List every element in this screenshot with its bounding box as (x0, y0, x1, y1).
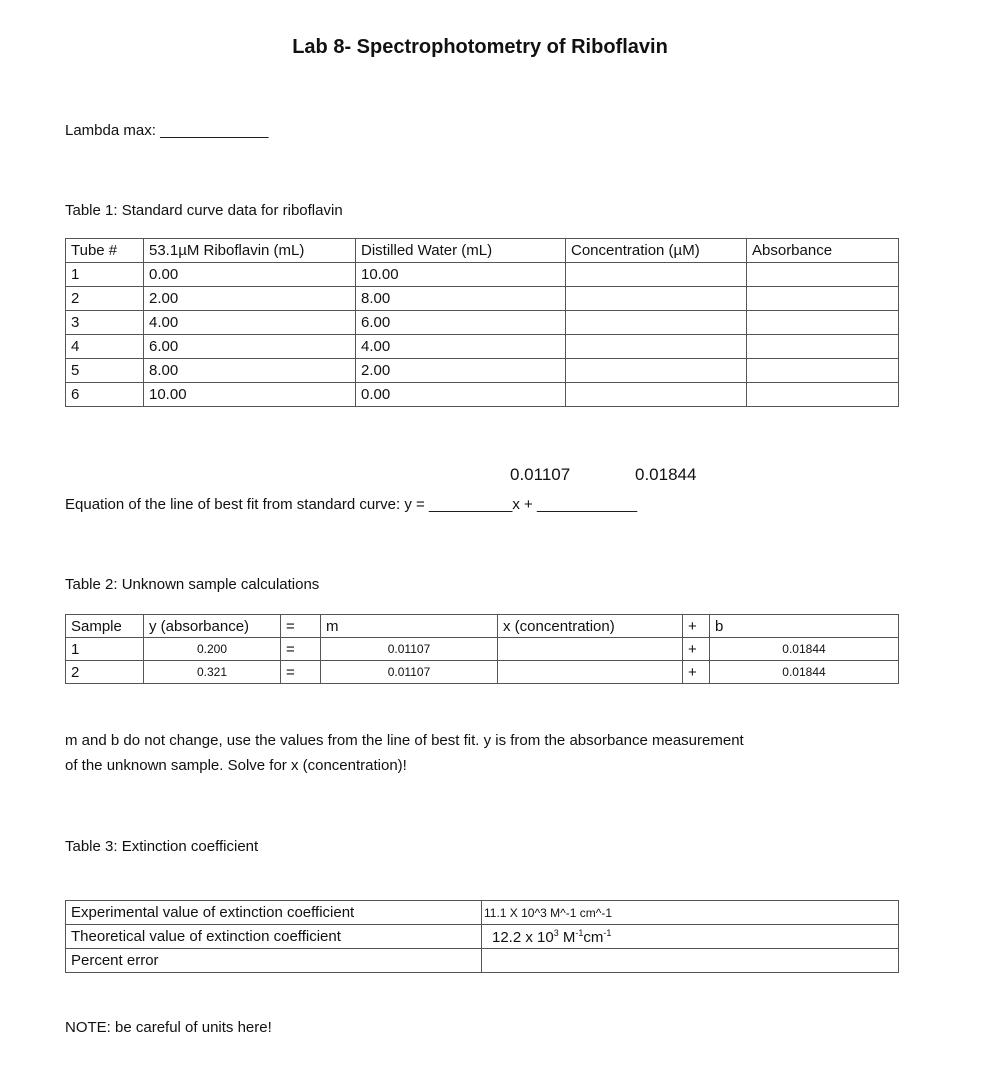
table-cell: 10.00 (356, 263, 566, 287)
table-row (66, 383, 899, 407)
table2-caption: Table 2: Unknown sample calculations (65, 576, 320, 593)
table-row (66, 661, 899, 684)
table-row (66, 925, 899, 949)
row-label: Percent error (66, 949, 482, 973)
table-cell: 8.00 (144, 359, 356, 383)
table-row (66, 287, 899, 311)
x-plus: x + (512, 496, 537, 513)
table-cell: Concentration (µM) (566, 239, 747, 263)
table-cell: 2 (66, 287, 144, 311)
table-cell: + (683, 661, 710, 684)
intercept-entry[interactable]: 0.01844 (635, 465, 697, 484)
table-cell[interactable] (747, 263, 899, 287)
table-cell: 6.00 (356, 311, 566, 335)
slope-blank[interactable]: __________ (428, 496, 513, 513)
value-exp-cm: -1 (603, 927, 612, 938)
value-unit-cm: cm (583, 928, 604, 946)
table-cell: 0.01844 (710, 638, 899, 661)
table-cell: = (281, 615, 321, 638)
experimental-value-cell[interactable]: 11.1 X 10^3 M^-1 cm^-1 (482, 901, 899, 925)
equation-line (65, 496, 637, 513)
table-cell: 1 (66, 638, 144, 661)
lambda-max-blank[interactable]: _____________ (160, 122, 269, 139)
table-cell: 3 (66, 311, 144, 335)
table-cell[interactable] (747, 383, 899, 407)
table-cell: Tube # (66, 239, 144, 263)
table-cell: 6.00 (144, 335, 356, 359)
percent-error-cell[interactable] (482, 949, 899, 973)
value-base: 12.2 x 10 (492, 928, 554, 946)
equation-label: Equation of the line of best fit from standard curve: y = (65, 496, 429, 513)
value-exp-m: -1 (575, 927, 584, 938)
table-row (66, 901, 899, 925)
table-cell: 4 (66, 335, 144, 359)
table-cell[interactable] (566, 263, 747, 287)
table-cell: = (281, 638, 321, 661)
table-row (66, 638, 899, 661)
table-cell: Absorbance (747, 239, 899, 263)
theoretical-value-cell[interactable] (482, 925, 899, 949)
table-cell[interactable] (498, 638, 683, 661)
instructions-line-1: m and b do not change, use the values from the line of best fit. y is from the absorbance measurement (65, 732, 744, 749)
value-unit-m: M (558, 928, 576, 946)
table3-caption: Table 3: Extinction coefficient (65, 838, 259, 855)
lambda-max-field (65, 122, 269, 139)
table-cell[interactable] (747, 287, 899, 311)
table-cell: + (683, 615, 710, 638)
value-exp: 3 (553, 927, 559, 938)
table-row (66, 311, 899, 335)
table-cell: 0.321 (144, 661, 281, 684)
table-cell[interactable] (747, 359, 899, 383)
table-row (66, 615, 899, 638)
table1-caption: Table 1: Standard curve data for riboflavin (65, 202, 343, 219)
table-cell: 0.01107 (321, 661, 498, 684)
table-cell[interactable] (566, 335, 747, 359)
unknown-sample-table (65, 614, 899, 684)
table-cell[interactable] (566, 311, 747, 335)
lambda-max-label: Lambda max: (65, 122, 156, 139)
table-cell: 53.1µM Riboflavin (mL) (144, 239, 356, 263)
table-cell: Sample (66, 615, 144, 638)
table-cell: 10.00 (144, 383, 356, 407)
table-row (66, 359, 899, 383)
table-row (66, 239, 899, 263)
extinction-coefficient-table (65, 900, 899, 973)
table-cell: m (321, 615, 498, 638)
table-cell[interactable] (747, 335, 899, 359)
table-cell: 4.00 (356, 335, 566, 359)
table-cell[interactable] (747, 311, 899, 335)
table-cell: 0.01844 (710, 661, 899, 684)
table-cell: + (683, 638, 710, 661)
table-cell[interactable] (566, 287, 747, 311)
table-row (66, 335, 899, 359)
table-cell: Distilled Water (mL) (356, 239, 566, 263)
table-cell: b (710, 615, 899, 638)
table-cell: y (absorbance) (144, 615, 281, 638)
table-cell: 4.00 (144, 311, 356, 335)
standard-curve-table (65, 238, 899, 407)
slope-entry[interactable]: 0.01107 (510, 465, 571, 484)
table-cell: 2.00 (144, 287, 356, 311)
table-cell[interactable] (566, 359, 747, 383)
table-cell: 2 (66, 661, 144, 684)
table-cell: = (281, 661, 321, 684)
intercept-blank[interactable]: ____________ (537, 496, 638, 513)
table-cell: 1 (66, 263, 144, 287)
row-label: Experimental value of extinction coefficient (66, 901, 482, 925)
table-cell: 2.00 (356, 359, 566, 383)
table-cell: 0.00 (356, 383, 566, 407)
instructions-line-2: of the unknown sample. Solve for x (concentration)! (65, 757, 407, 774)
row-label: Theoretical value of extinction coefficient (66, 925, 482, 949)
table-cell: 5 (66, 359, 144, 383)
table-row (66, 263, 899, 287)
page-title: Lab 8- Spectrophotometry of Riboflavin (292, 36, 668, 58)
table-cell[interactable] (498, 661, 683, 684)
table-cell: 0.01107 (321, 638, 498, 661)
table-row (66, 949, 899, 973)
table-cell: 6 (66, 383, 144, 407)
table-cell: x (concentration) (498, 615, 683, 638)
table-cell: 0.00 (144, 263, 356, 287)
units-note: NOTE: be careful of units here! (65, 1019, 272, 1036)
table-cell[interactable] (566, 383, 747, 407)
table-cell: 0.200 (144, 638, 281, 661)
table-cell: 8.00 (356, 287, 566, 311)
